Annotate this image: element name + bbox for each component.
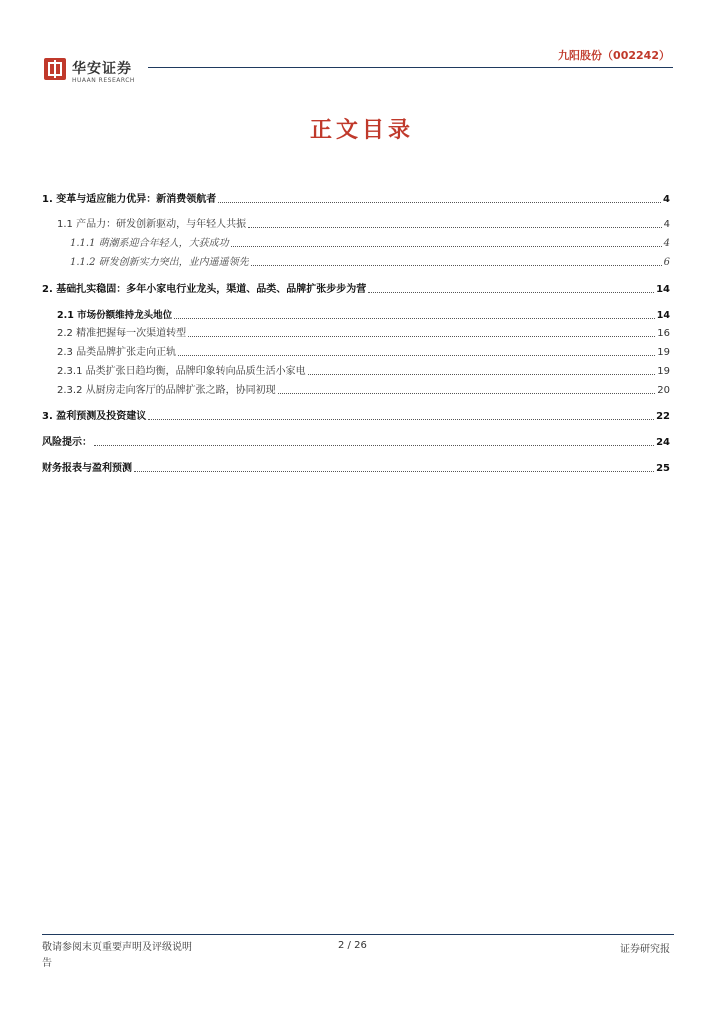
toc-entry[interactable] bbox=[57, 366, 670, 378]
company-ticker: 九阳股份（002242） bbox=[558, 49, 670, 62]
toc-entry[interactable] bbox=[70, 238, 670, 250]
brand-name-en: HUAAN RESEARCH bbox=[72, 77, 135, 84]
toc-entry-page: 4 bbox=[663, 194, 670, 205]
toc-entry[interactable] bbox=[57, 328, 670, 340]
toc-entry-page: 22 bbox=[656, 411, 670, 422]
toc-entry-label: 财务报表与盈利预测 bbox=[42, 463, 132, 474]
toc-entry-label: 风险提示： bbox=[42, 437, 92, 448]
brand-name: 华安证券 bbox=[72, 61, 132, 77]
toc-leader bbox=[188, 336, 655, 337]
toc-entry-label: 1.1 产品力：研发创新驱动，与年轻人共振 bbox=[57, 219, 247, 230]
footer-disclaimer-line: 敬请参阅末页重要声明及评级说明 bbox=[42, 942, 192, 953]
toc-entry-label: 2.3.2 从厨房走向客厅的品牌扩张之路，协同初现 bbox=[57, 385, 276, 396]
toc-entry-page: 19 bbox=[657, 366, 670, 377]
header-divider bbox=[148, 67, 673, 68]
toc-entry-label: 2.3.1 品类扩张日趋均衡，品牌印象转向品质生活小家电 bbox=[57, 366, 306, 377]
toc-title: 正文目录 bbox=[309, 117, 414, 143]
toc-entry-label: 2.2 精准把握每一次渠道转型 bbox=[57, 328, 187, 339]
toc-entry-label: 2.3 品类品牌扩张走向正轨 bbox=[57, 347, 177, 358]
toc-entry[interactable] bbox=[57, 310, 670, 322]
toc-entry[interactable] bbox=[42, 194, 670, 206]
toc-entry[interactable] bbox=[57, 347, 670, 359]
toc-leader bbox=[174, 318, 655, 319]
toc-entry-page: 14 bbox=[656, 284, 670, 295]
toc-entry-page: 19 bbox=[657, 347, 670, 358]
footer-disclaimer-line: 告 bbox=[42, 958, 52, 969]
toc-leader bbox=[278, 393, 656, 394]
toc-entry[interactable] bbox=[42, 437, 670, 449]
toc-entry-page: 24 bbox=[656, 437, 670, 448]
toc-leader bbox=[308, 374, 656, 375]
toc-entry[interactable] bbox=[57, 219, 670, 231]
toc-leader bbox=[251, 265, 662, 266]
toc-entry[interactable] bbox=[42, 411, 670, 423]
toc-entry-page: 16 bbox=[657, 328, 670, 339]
page-indicator: 2 / 26 bbox=[338, 940, 367, 951]
toc-entry-page: 4 bbox=[663, 219, 670, 230]
toc-leader bbox=[248, 227, 662, 228]
toc-entry-label: 3. 盈利预测及投资建议 bbox=[42, 411, 147, 422]
toc-leader bbox=[178, 355, 655, 356]
toc-leader bbox=[231, 246, 662, 247]
toc-entry-page: 6 bbox=[663, 257, 670, 268]
footer-disclaimer bbox=[42, 940, 222, 972]
toc-entry-label: 2.1 市场份额维持龙头地位 bbox=[57, 310, 173, 321]
footer-divider bbox=[42, 934, 674, 935]
toc-leader bbox=[134, 471, 654, 472]
toc-leader bbox=[148, 419, 654, 420]
toc-leader bbox=[218, 202, 661, 203]
company-logo-icon bbox=[44, 58, 66, 80]
toc-entry[interactable] bbox=[70, 257, 670, 269]
toc-leader bbox=[368, 292, 654, 293]
toc-entry-page: 20 bbox=[657, 385, 670, 396]
toc-entry[interactable] bbox=[57, 385, 670, 397]
document-type: 证券研究报 bbox=[620, 944, 670, 955]
toc-entry[interactable] bbox=[42, 284, 670, 296]
toc-entry-label: 1.1.2 研发创新实力突出，业内遥遥领先 bbox=[70, 257, 249, 268]
toc-entry-label: 1. 变革与适应能力优异：新消费领航者 bbox=[42, 194, 217, 205]
toc-leader bbox=[94, 445, 654, 446]
toc-entry-label: 2. 基础扎实稳固：多年小家电行业龙头，渠道、品类、品牌扩张步步为营 bbox=[42, 284, 367, 295]
toc-entry-label: 1.1.1 萌潮系迎合年轻人，大获成功 bbox=[70, 238, 229, 249]
toc-entry-page: 14 bbox=[656, 310, 670, 321]
toc-entry-page: 25 bbox=[656, 463, 670, 474]
toc-entry-page: 4 bbox=[663, 238, 670, 249]
toc-entry[interactable] bbox=[42, 463, 670, 475]
